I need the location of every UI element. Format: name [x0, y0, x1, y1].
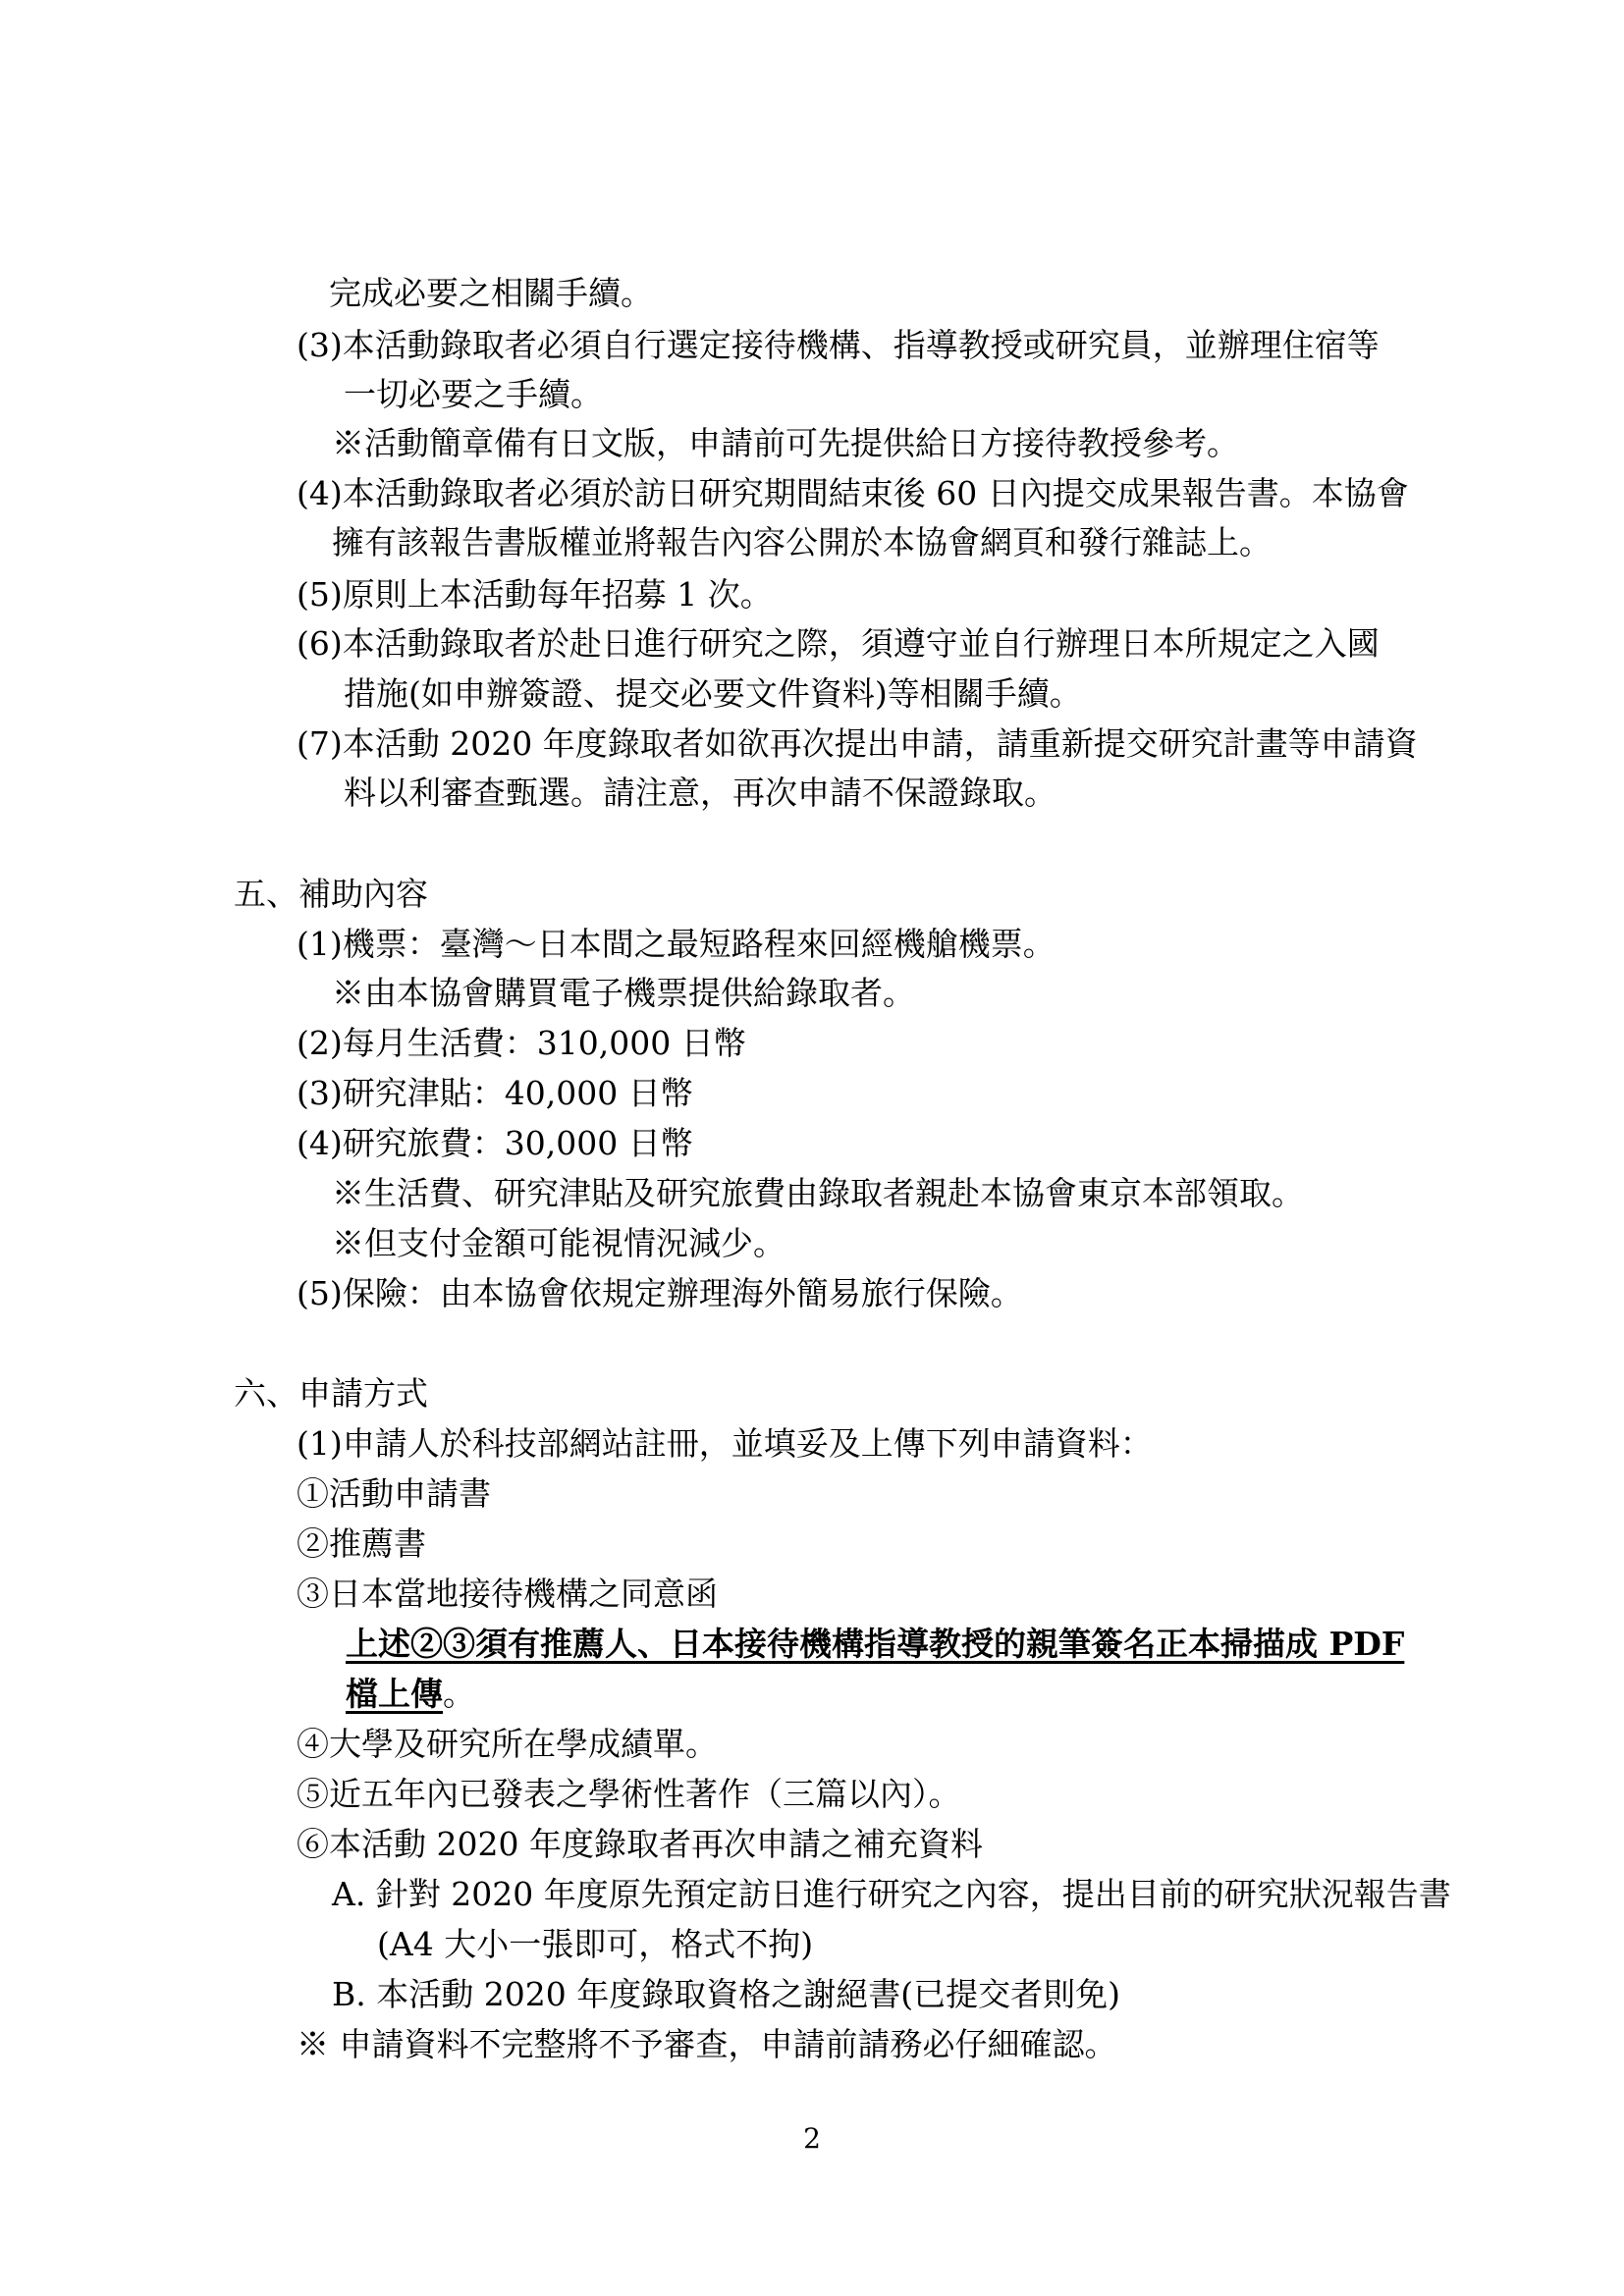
sub-item-a: A. 針對 2020 年度原先預定訪日進行研究之內容，提出目前的研究狀況報告書: [332, 1875, 1451, 1913]
note-line: ※但支付金額可能視情況減少。: [332, 1224, 785, 1262]
emphasis-line-cont: [346, 1673, 475, 1716]
list-item-4-7: (7)本活動 2020 年度錄取者如欲再次提出申請，請重新提交研究計畫等申請資: [297, 724, 1418, 763]
emphasis-text: 檔上傳: [346, 1675, 443, 1713]
list-item-5-2: (2)每月生活費：310,000 日幣: [297, 1024, 746, 1062]
list-item-4-6: (6)本活動錄取者於赴日進行研究之際，須遵守並自行辦理日本所規定之入國: [297, 624, 1380, 663]
page-number: 2: [803, 2122, 821, 2155]
list-item-4-7-cont: 料以利審查甄選。請注意，再次申請不保證錄取。: [344, 774, 1056, 812]
section-heading-6: 六、申請方式: [234, 1374, 428, 1413]
list-item-6-1: (1)申請人於科技部網站註冊，並填妥及上傳下列申請資料：: [297, 1424, 1153, 1463]
list-item-4-3-cont: 一切必要之手續。: [344, 375, 603, 413]
doc-item-5: ⑤近五年內已發表之學術性著作（三篇以內）。: [297, 1775, 961, 1813]
list-item-5-5: (5)保險：由本協會依規定辦理海外簡易旅行保險。: [297, 1274, 1023, 1312]
list-item-5-4: (4)研究旅費：30,000 日幣: [297, 1124, 693, 1162]
list-item-4-6-cont: 措施(如申辦簽證、提交必要文件資料)等相關手續。: [344, 674, 1082, 713]
list-item-4-3: (3)本活動錄取者必須自行選定接待機構、指導教授或研究員，並辦理住宿等: [297, 326, 1380, 364]
sub-item-a-cont: (A4 大小一張即可，格式不拘): [377, 1925, 814, 1963]
note-line: ※活動簡章備有日文版，申請前可先提供給日方接待教授參考。: [332, 424, 1239, 462]
doc-item-2: ②推薦書: [297, 1524, 426, 1563]
final-note: ※ 申請資料不完整將不予審查，申請前請務必仔細確認。: [297, 2025, 1117, 2063]
text-line: 完成必要之相關手續。: [329, 274, 653, 312]
sub-item-b: B. 本活動 2020 年度錄取資格之謝絕書(已提交者則免): [332, 1975, 1120, 2013]
doc-item-6: ⑥本活動 2020 年度錄取者再次申請之補充資料: [297, 1825, 983, 1863]
note-line: ※生活費、研究津貼及研究旅費由錄取者親赴本協會東京本部領取。: [332, 1174, 1304, 1212]
list-item-4-5: (5)原則上本活動每年招募 1 次。: [297, 575, 773, 614]
doc-item-1: ①活動申請書: [297, 1474, 491, 1513]
emphasis-line: 上述②③須有推薦人、日本接待機構指導教授的親筆簽名正本掃描成 PDF: [346, 1625, 1405, 1663]
list-item-4-4-cont: 擁有該報告書版權並將報告內容公開於本協會網頁和發行雜誌上。: [332, 523, 1272, 561]
list-item-5-3: (3)研究津貼：40,000 日幣: [297, 1074, 693, 1112]
doc-item-4: ④大學及研究所在學成績單。: [297, 1725, 718, 1763]
list-item-4-4: (4)本活動錄取者必須於訪日研究期間結束後 60 日內提交成果報告書。本協會: [297, 474, 1409, 512]
list-item-5-1: (1)機票：臺灣～日本間之最短路程來回經機艙機票。: [297, 925, 1056, 963]
section-heading-5: 五、補助內容: [234, 875, 428, 913]
doc-item-3: ③日本當地接待機構之同意函: [297, 1575, 718, 1613]
emphasis-tail: 。: [443, 1675, 475, 1713]
note-line: ※由本協會購買電子機票提供給錄取者。: [332, 974, 915, 1012]
